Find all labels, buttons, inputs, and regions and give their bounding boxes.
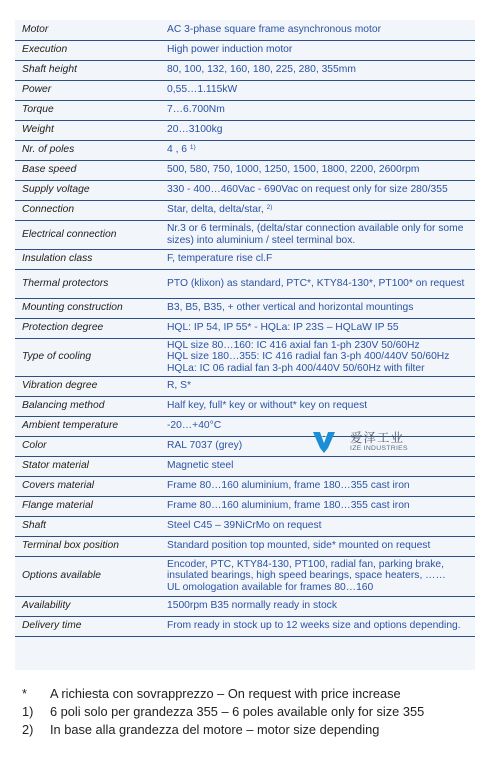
- spec-value: [161, 298, 475, 318]
- footnote-ref: 2): [266, 204, 273, 212]
- watermark-logo: [309, 426, 419, 466]
- spec-value-text: 330 - 400…460Vac - 690Vac on request only for size 280/355: [167, 184, 448, 196]
- spec-row: [15, 200, 475, 220]
- spec-value: [161, 80, 475, 100]
- spec-label: Stator material: [15, 456, 161, 476]
- spec-value: [161, 396, 475, 416]
- spec-value-text: B3, B5, B35, + other vertical and horizontal mountings: [167, 302, 414, 314]
- spec-label: Color: [15, 436, 161, 456]
- spec-label: Base speed: [15, 160, 161, 180]
- spec-row: [15, 249, 475, 269]
- ize-logo-icon: [309, 426, 339, 456]
- spec-value: [161, 496, 475, 516]
- spec-row: [15, 396, 475, 416]
- spec-label: Ambient temperature: [15, 416, 161, 436]
- spec-label: Torque: [15, 100, 161, 120]
- spec-row: [15, 476, 475, 496]
- spec-row: [15, 516, 475, 536]
- spec-value: [161, 596, 475, 616]
- spec-value: [161, 100, 475, 120]
- spec-value-text: Magnetic steel: [167, 460, 234, 472]
- spec-value-text: 20…3100kg: [167, 124, 223, 136]
- spec-row: [15, 616, 475, 636]
- spec-value: [161, 556, 475, 596]
- spec-row: [15, 100, 475, 120]
- spec-label: Shaft height: [15, 60, 161, 80]
- spec-value-text: Star, delta, delta/star,: [167, 204, 264, 216]
- footnote-text: A richiesta con sovrapprezzo – On request with price increase: [50, 686, 401, 701]
- spec-value: [161, 476, 475, 496]
- spec-value-text: Steel C45 – 39NiCrMo on request: [167, 520, 322, 532]
- watermark-brand-en: IZE INDUSTRIES: [350, 445, 408, 452]
- spec-row: [15, 298, 475, 318]
- spec-value: [161, 616, 475, 636]
- spec-row: [15, 20, 475, 40]
- spec-value: [161, 120, 475, 140]
- spec-row: [15, 269, 475, 298]
- spec-label: Vibration degree: [15, 376, 161, 396]
- spec-label: Balancing method: [15, 396, 161, 416]
- spec-label: Connection: [15, 200, 161, 220]
- spec-value-text: RAL 7037 (grey): [167, 440, 243, 452]
- spec-value: [161, 40, 475, 60]
- spec-label: Options available: [15, 556, 161, 596]
- spec-value-text: High power induction motor: [167, 44, 293, 56]
- spec-value-text: Frame 80…160 aluminium, frame 180…355 cast iron: [167, 500, 410, 512]
- spec-row: [15, 220, 475, 249]
- spec-label: Electrical connection: [15, 220, 161, 249]
- spec-value-text: HQL: IP 54, IP 55* - HQLa: IP 23S – HQLaW IP 55: [167, 322, 399, 334]
- footnote-text: In base alla grandezza del motore – motor size depending: [50, 722, 380, 737]
- footnote-ref: 1): [189, 144, 196, 152]
- footnote-mark: 1): [22, 704, 34, 719]
- spec-row: [15, 140, 475, 160]
- spec-row: [15, 556, 475, 596]
- spec-row: [15, 536, 475, 556]
- spec-row: [15, 40, 475, 60]
- spec-row: [15, 180, 475, 200]
- spec-label: Flange material: [15, 496, 161, 516]
- spec-value-text: 0,55…1.115kW: [167, 84, 238, 96]
- spec-value: [161, 536, 475, 556]
- spec-value-text: 80, 100, 132, 160, 180, 225, 280, 355mm: [167, 64, 356, 76]
- spec-table-body: [15, 20, 475, 636]
- spec-row: [15, 318, 475, 338]
- spec-value: [161, 60, 475, 80]
- spec-value: [161, 20, 475, 40]
- spec-value-text: F, temperature rise cl.F: [167, 253, 273, 265]
- spec-label: Shaft: [15, 516, 161, 536]
- spec-value-text: 500, 580, 750, 1000, 1250, 1500, 1800, 2200, 2600rpm: [167, 164, 420, 176]
- spec-label: Availability: [15, 596, 161, 616]
- spec-value-text: -20…+40°C: [167, 420, 222, 432]
- spec-label: Thermal protectors: [15, 269, 161, 298]
- spec-value: [161, 376, 475, 396]
- watermark-brand-cn: 爱泽工业: [350, 431, 405, 445]
- spec-value: [161, 200, 475, 220]
- spec-label: Insulation class: [15, 249, 161, 269]
- spec-label: Terminal box position: [15, 536, 161, 556]
- spec-value-text: Nr.3 or 6 terminals, (delta/star connection available only for some sizes) into aluminium / steel terminal box.: [167, 222, 464, 246]
- spec-row: [15, 60, 475, 80]
- spec-value: [161, 318, 475, 338]
- spec-value-text: 7…6.700Nm: [167, 104, 225, 116]
- spec-row: [15, 496, 475, 516]
- spec-label: Weight: [15, 120, 161, 140]
- spec-row: [15, 596, 475, 616]
- spec-label: Nr. of poles: [15, 140, 161, 160]
- spec-value-text: Half key, full* key or without* key on request: [167, 400, 368, 412]
- spec-label: Mounting construction: [15, 298, 161, 318]
- spec-value-text: AC 3-phase square frame asynchronous motor: [167, 23, 382, 35]
- spec-value-text: Frame 80…160 aluminium, frame 180…355 cast iron: [167, 480, 410, 492]
- spec-value-text: Encoder, PTC, KTY84-130, PT100, radial fan, parking brake, insulated bearings, high speed bearings, space heaters, …… UL omologation available for frames 80…160: [167, 558, 446, 593]
- spec-value-text: 4 , 6: [167, 144, 188, 156]
- spec-value: [161, 249, 475, 269]
- spec-value: [161, 338, 475, 376]
- footnote-mark: 2): [22, 722, 34, 737]
- spec-value-text: 1500rpm B35 normally ready in stock: [167, 600, 337, 612]
- spec-value-text: PTO (klixon) as standard, PTC*, KTY84-130*, PT100* on request: [167, 277, 465, 289]
- spec-label: Power: [15, 80, 161, 100]
- spec-value: [161, 269, 475, 298]
- spec-table: [15, 20, 475, 637]
- spec-value: [161, 220, 475, 249]
- spec-value-text: From ready in stock up to 12 weeks size and options depending.: [167, 620, 461, 632]
- spec-value-text: HQL size 80…160: IC 416 axial fan 1-ph 230V 50/60Hz HQL size 180…355: IC 416 radial fan 3-ph 400/440V 50/60Hz HQLa: IC 06 radial fan 3-ph 400/440V 50/60Hz with filter: [167, 339, 450, 374]
- spec-value: [161, 180, 475, 200]
- spec-label: Delivery time: [15, 616, 161, 636]
- spec-label: Protection degree: [15, 318, 161, 338]
- spec-row: [15, 160, 475, 180]
- spec-value: [161, 516, 475, 536]
- spec-label: Type of cooling: [15, 338, 161, 376]
- spec-label: Motor: [15, 20, 161, 40]
- spec-row: [15, 376, 475, 396]
- spec-label: Execution: [15, 40, 161, 60]
- spec-label: Supply voltage: [15, 180, 161, 200]
- spec-row: [15, 338, 475, 376]
- footnote-text: 6 poli solo per grandezza 355 – 6 poles available only for size 355: [50, 704, 425, 719]
- footnote-mark: *: [22, 686, 27, 701]
- spec-value: [161, 140, 475, 160]
- spec-row: [15, 80, 475, 100]
- spec-value-text: Standard position top mounted, side* mounted on request: [167, 540, 431, 552]
- spec-value-text: R, S*: [167, 380, 192, 392]
- spec-label: Covers material: [15, 476, 161, 496]
- spec-row: [15, 120, 475, 140]
- spec-value: [161, 160, 475, 180]
